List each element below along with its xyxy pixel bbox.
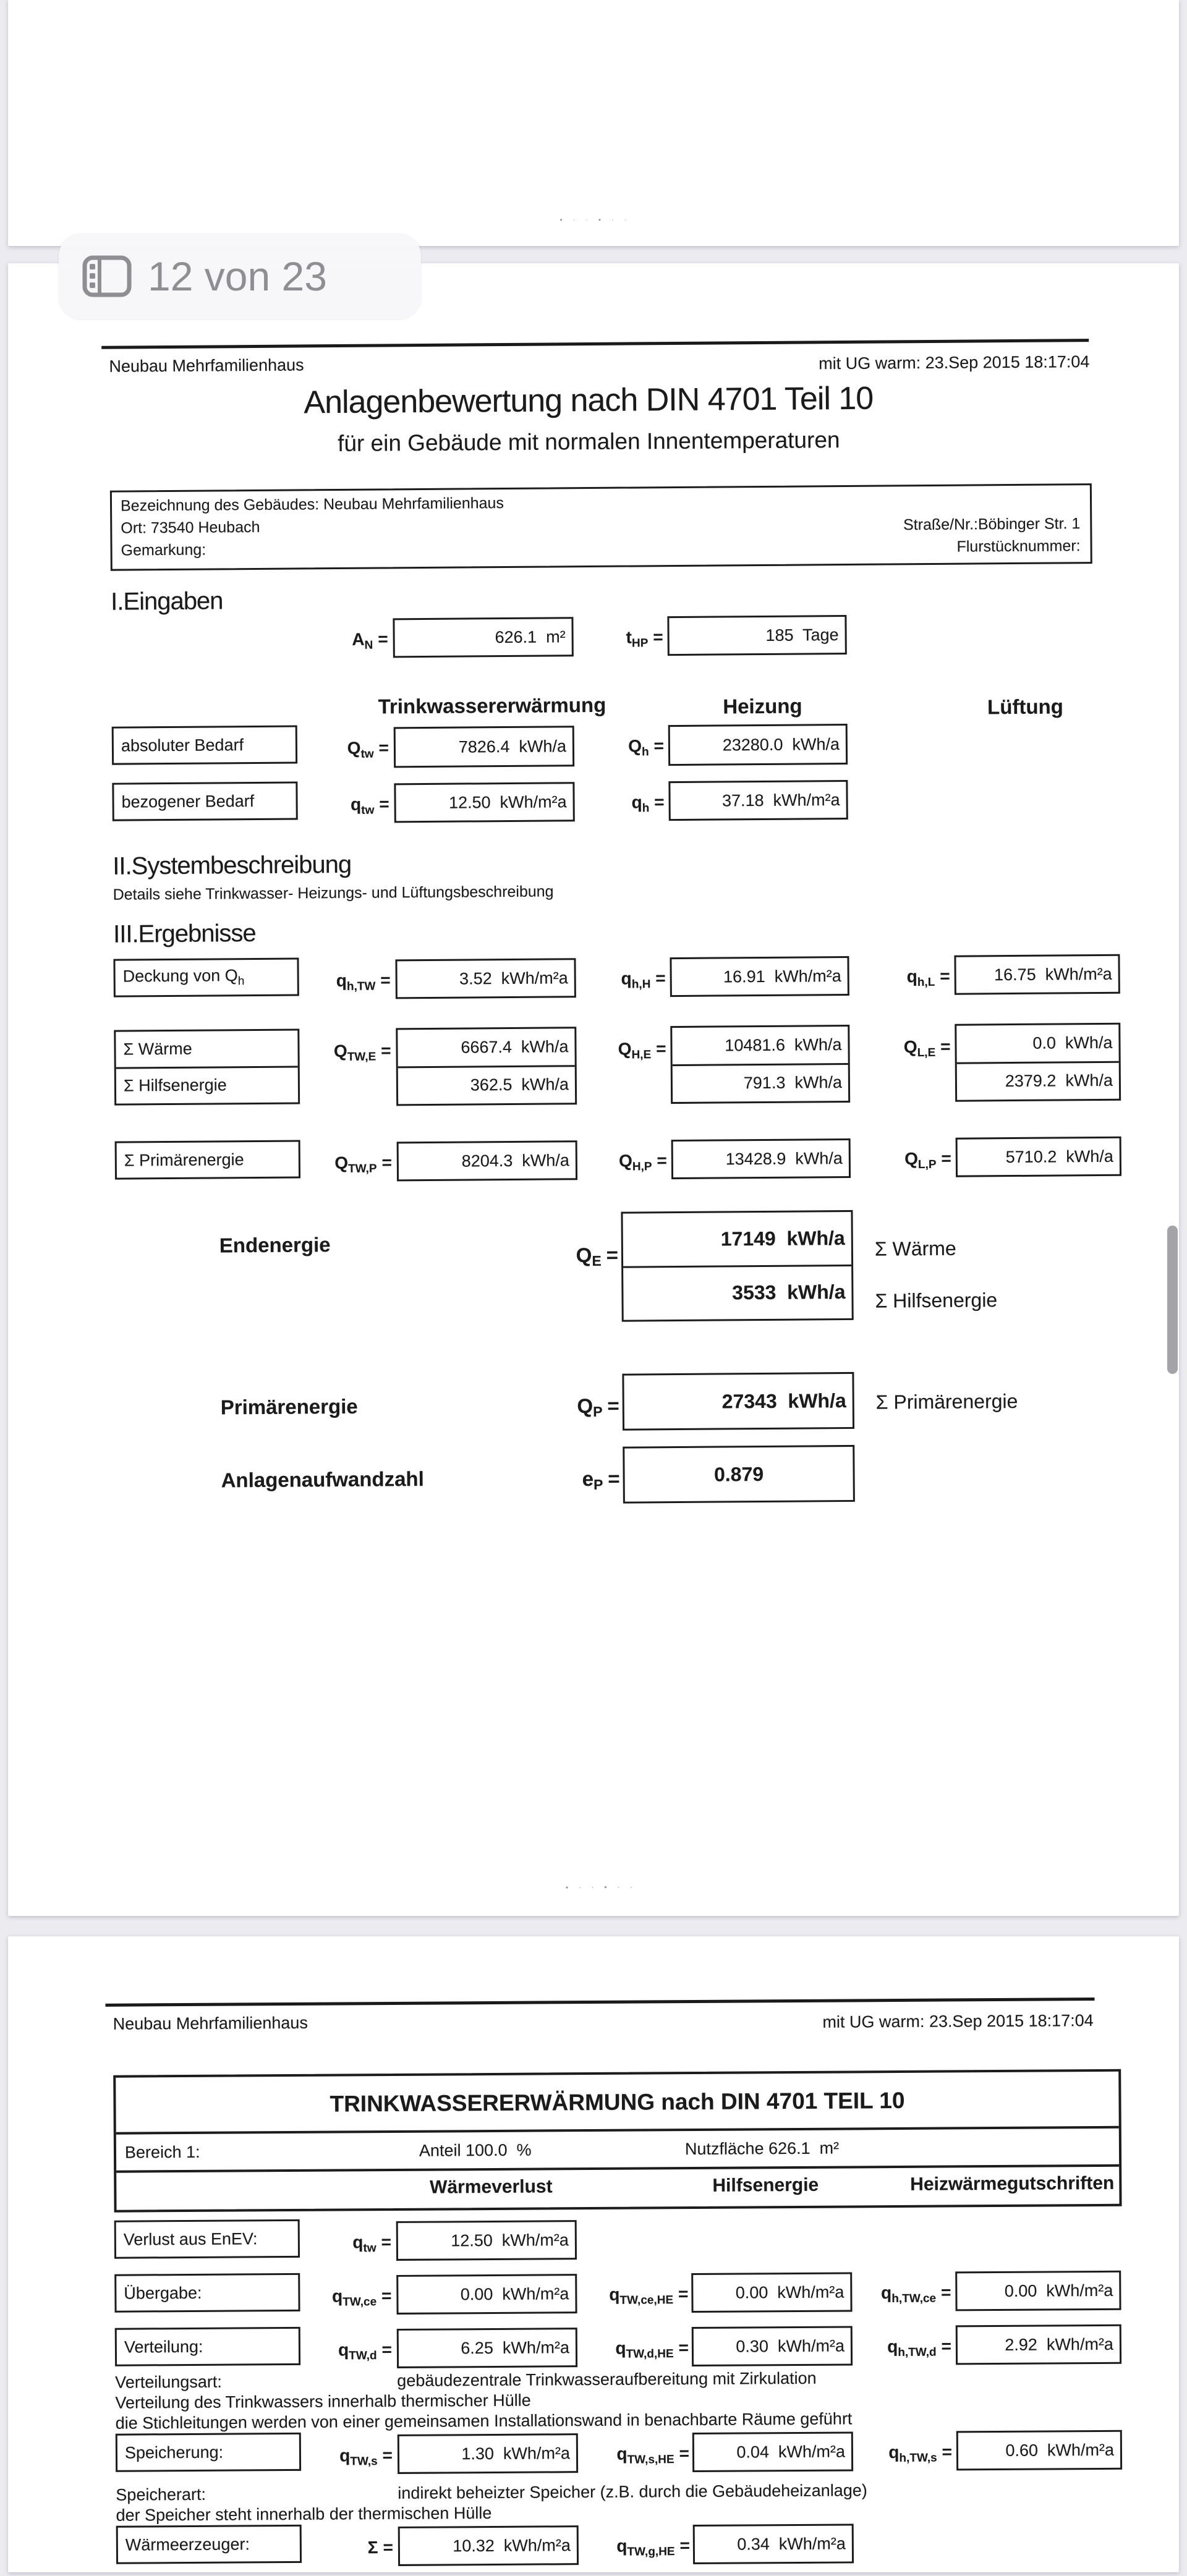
label-verteilung: Verteilung: [115,2327,300,2366]
document-page-next [8,1936,1179,2572]
label-deckung: Deckung von $Q_h$ [113,957,299,997]
symbol-sigma: Σ = [367,2537,393,2557]
value-qtwd: 6.25 kWh/m²a [397,2328,577,2368]
symbol-qtwce: $q_{TW,ce}$ = [331,2286,392,2309]
building-info-box [110,483,1092,571]
column-trinkwasser: Trinkwassererwärmung [378,693,606,718]
value-thp: 185 Tage [667,615,846,656]
symbol-qhl: $q_{h,L}$ = [906,966,950,989]
page-indicator-label: 12 von 23 [148,253,327,299]
symbol-qtwghe: $q_{TW,g,HE}$ = [616,2536,690,2559]
verteilungsart-value: gebäudezentrale Trinkwasseraufbereitung mit Zirkulation [397,2368,817,2390]
symbol-qe: $Q_E$ = [576,1243,619,1269]
scrollbar-thumb[interactable] [1167,1226,1178,1374]
label-uebergabe: Übergabe: [114,2273,300,2313]
value-qtwdhe: 0.30 kWh/m²a [692,2326,853,2366]
speicherart-value: indirekt beheizter Speicher (z.B. durch die Gebäudeheizanlage) [398,2481,867,2502]
symbol-qhtwd: $q_{h,TW,d}$ = [887,2336,952,2359]
value-qhtwce: 0.00 kWh/m²a [955,2271,1121,2311]
table-title: TRINKWASSERERWÄRMUNG nach DIN 4701 TEIL 10 [330,2087,905,2117]
verteilungsart-label: Verteilungsart: [115,2372,222,2392]
value-sigma: 10.32 kWh/m²a [398,2525,579,2566]
anteil-value: Anteil 100.0 % [419,2140,532,2160]
label-absoluter-bedarf: absoluter Bedarf [112,725,297,765]
symbol-qlp: $Q_{L,P}$ = [904,1148,951,1172]
building-gemarkung: Gemarkung: [121,541,206,559]
symbol-qhtwce: $q_{h,TW,ce}$ = [881,2282,951,2306]
label-sum-primaerenergie: Σ Primärenergie [875,1389,1018,1413]
building-flurstueck: Flurstücknummer: [956,537,1081,556]
value-qtwshe: 0.04 kWh/m²a [692,2431,853,2472]
label-waerme-hilfsenergie: Σ Wärme Σ Hilfsenergie [114,1028,300,1105]
verteilung-note-1: Verteilung des Trinkwassers innerhalb thermischer Hülle [115,2391,531,2412]
value-qhtw: 3.52 kWh/m²a [395,958,576,999]
trinkwasser-header-table [113,2069,1121,2213]
speicherart-label: Speicherart: [116,2485,206,2504]
column-heizung: Heizung [723,694,802,718]
value-qtwcehe: 0.00 kWh/m²a [691,2272,852,2313]
symbol-qhe: $Q_{H,E}$ = [618,1039,666,1062]
bereich-label: Bereich 1: [124,2142,200,2162]
symbol-qh-abs: $Q_h$ = [628,736,665,759]
table-title-row [116,2072,1119,2132]
value-qle: 0.0 kWh/a 2379.2 kWh/a [955,1023,1121,1102]
symbol-qhp: $Q_{H,P}$ = [618,1151,667,1174]
label-endenergie: Endenergie [219,1233,331,1257]
symbol-qle: $Q_{L,E}$ = [903,1036,951,1060]
label-primaerenergie: Primärenergie [220,1394,358,1419]
value-qtw-bez: 12.50 kWh/m²a [394,782,574,823]
symbol-qtwe: $Q_{TW,E}$ = [333,1041,391,1064]
value-qhh: 16.91 kWh/m²a [670,956,849,997]
value-qhtwd: 2.92 kWh/m²a [956,2324,1121,2365]
pages-sidebar-icon [82,255,132,297]
label-verlust-enev: Verlust aus EnEV: [114,2219,300,2259]
label-speicherung: Speicherung: [116,2433,301,2472]
symbol-qhtw: $q_{h,TW}$ = [336,970,391,993]
document-page-previous [8,0,1179,246]
doc-header-left: Neubau Mehrfamilienhaus [109,355,304,376]
page-indicator-pill[interactable] [59,234,421,319]
header-rule [101,339,1089,349]
column-lueftung: Lüftung [987,695,1064,719]
symbol-qtw: $q_{tw}$ = [352,2232,391,2255]
symbol-thp: $t_{HP}$ = [626,627,663,650]
value-anlagenaufwandzahl: 0.879 [623,1445,855,1504]
value-qtwghe: 0.34 kWh/m²a [693,2523,854,2564]
column-heizwaermegutschriften: Heizwärmegutschriften [910,2172,1115,2195]
doc-header-left: Neubau Mehrfamilienhaus [113,2013,308,2033]
column-waermeverlust: Wärmeverlust [430,2176,553,2198]
value-qh-bez: 37.18 kWh/m²a [668,780,848,821]
label-anlagenaufwandzahl: Anlagenaufwandzahl [221,1467,424,1492]
symbol-qtw-abs: $Q_{tw}$ = [347,738,389,761]
value-qtws: 1.30 kWh/m²a [398,2433,578,2474]
label-sum-hilfsenergie: Σ Hilfsenergie [875,1289,998,1312]
symbol-qtwcehe: $q_{TW,ce,HE}$ = [609,2284,689,2307]
section-eingaben: I.Eingaben [111,587,223,616]
doc-header-right: mit UG warm: 23.Sep 2015 18:17:04 [819,352,1090,373]
table-columns-row [116,2164,1119,2208]
value-qhe: 10481.6 kWh/a 791.3 kWh/a [670,1025,850,1104]
value-qtw-abs: 7826.4 kWh/a [394,726,574,768]
value-endenergie: 17149 kWh/a 3533 kWh/a [621,1210,853,1322]
header-rule [106,1998,1095,2007]
symbol-qtwdhe: $q_{TW,d,HE}$ = [615,2338,689,2361]
symbol-qtwd: $q_{TW,d}$ = [338,2339,393,2363]
systembeschreibung-note: Details siehe Trinkwasser- Heizungs- und Lüftungsbeschreibung [113,883,554,904]
symbol-an: $A_N$ = [352,629,388,652]
value-qlp: 5710.2 kWh/a [956,1137,1121,1177]
label-sum-waerme: Σ Wärme [874,1237,956,1260]
section-ergebnisse: III.Ergebnisse [113,919,256,948]
scan-footer-marks: ▪ · · ▪ · · [559,216,631,224]
table-bereich-row [116,2126,1119,2171]
value-qhtws: 0.60 kWh/m²a [956,2430,1122,2471]
value-qhl: 16.75 kWh/m²a [954,954,1120,995]
document-page-current [8,263,1179,1916]
value-an: 626.1 m² [393,617,573,658]
value-qtw: 12.50 kWh/m²a [396,2220,577,2261]
verteilung-note-2: die Stichleitungen werden von einer gemeinsamen Installationswand in benachbarte Räume geführt [115,2409,853,2433]
value-qtwe: 6667.4 kWh/a 362.5 kWh/a [396,1027,577,1106]
value-qtwp: 8204.3 kWh/a [397,1140,577,1181]
label-bezogener-bedarf: bezogener Bedarf [112,781,297,821]
symbol-qh-bez: $q_h$ = [631,792,665,815]
building-name: Bezeichnung des Gebäudes: Neubau Mehrfamilienhaus [120,494,504,515]
scan-footer-marks: ▪ · · ▪ · · [566,1883,637,1892]
value-qhp: 13428.9 kWh/a [671,1138,851,1179]
value-primaerenergie: 27343 kWh/a [622,1372,854,1431]
symbol-qtws: $q_{TW,s}$ = [339,2445,393,2468]
label-waermeerzeuger: Wärmeerzeuger: [116,2525,302,2564]
label-primaerenergie-row: Σ Primärenergie [115,1140,300,1179]
symbol-qtwshe: $q_{TW,s,HE}$ = [616,2444,690,2467]
value-qh-abs: 23280.0 kWh/a [668,724,848,766]
building-street: Straße/Nr.:Böbinger Str. 1 [903,515,1081,534]
doc-subtitle: für ein Gebäude mit normalen Innentemperaturen [337,427,840,457]
value-qtwce: 0.00 kWh/m²a [396,2274,577,2315]
symbol-qhtws: $q_{h,TW,s}$ = [888,2442,953,2465]
building-city: Ort: 73540 Heubach [121,518,260,537]
symbol-qtwp: $Q_{TW,P}$ = [334,1153,392,1176]
symbol-ep: $e_P$ = [582,1467,620,1493]
symbol-qhh: $q_{h,H}$ = [621,968,666,991]
speicher-note: der Speicher steht innerhalb der thermischen Hülle [116,2504,492,2525]
symbol-qp: $Q_P$ = [577,1394,619,1420]
symbol-qtw-bez: $q_{tw}$ = [350,794,389,817]
column-hilfsenergie: Hilfsenergie [712,2174,819,2196]
doc-header-right: mit UG warm: 23.Sep 2015 18:17:04 [822,2011,1094,2032]
section-systembeschreibung: II.Systembeschreibung [113,850,352,880]
nutzflaeche-value: Nutzfläche 626.1 m² [684,2138,840,2159]
doc-title: Anlagenbewertung nach DIN 4701 Teil 10 [304,380,874,421]
